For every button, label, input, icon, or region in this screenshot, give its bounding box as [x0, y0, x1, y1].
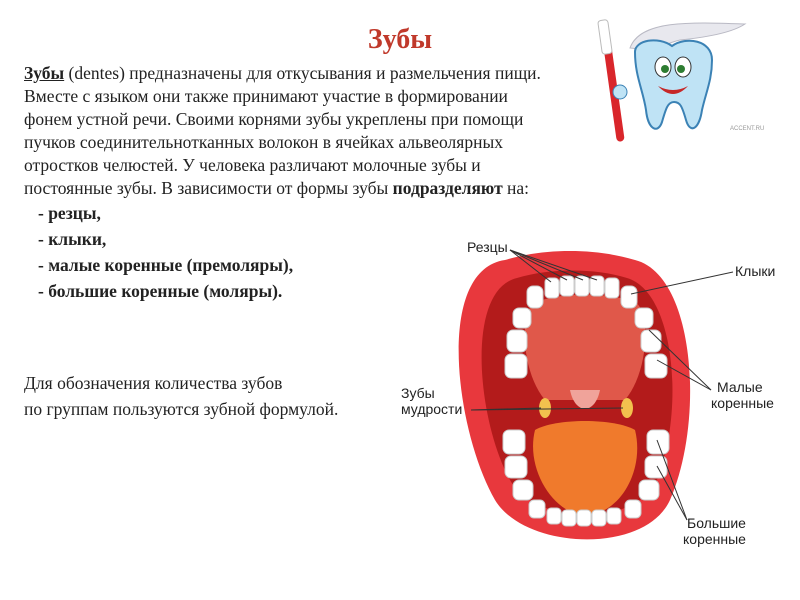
label-wisdom-line1: Зубы [401, 385, 435, 401]
mascot-right-pupil [677, 65, 685, 73]
mascot-left-pupil [661, 65, 669, 73]
list-item: - резцы, [38, 203, 101, 223]
mouth-anatomy-diagram [395, 230, 795, 560]
term-teeth: Зубы [24, 63, 65, 83]
list-item: - малые коренные (премоляры), [38, 255, 294, 275]
mascot-hand [613, 85, 627, 99]
label-incisors: Резцы [467, 239, 508, 255]
mascot-watermark: ACCENT.RU [730, 126, 765, 132]
toothbrush-bristles [598, 19, 613, 54]
intro-emphasis: подразделяют [392, 178, 503, 198]
list-item: - клыки, [38, 229, 107, 249]
label-premolars-line1: Малые [717, 379, 763, 395]
tooth-body [635, 40, 712, 128]
label-wisdom-line2: мудрости [401, 401, 463, 417]
page-title: Зубы [367, 24, 433, 55]
formula-note-line2: по группам пользуются зубной формулой. [24, 399, 339, 419]
list-item: - большие коренные (моляры). [38, 281, 283, 301]
label-premolars-line2: коренные [711, 395, 774, 411]
label-molars-line2: коренные [683, 531, 746, 547]
formula-note [24, 370, 404, 422]
formula-note-line1: Для обозначения количества зубов [24, 373, 283, 393]
intro-text-1: (dentes) предназначены для откусывания и размельчения пищи. Вместе с языком они также принимают участие в формировании фонем устной речи. Своими корнями зубы укреплены при помощи пучков соединительнотканных волокон в ячейках альвеолярных отростков челюстей. У человека различают молочные зубы и постоянные зубы. В зависимости от формы зубы [24, 63, 541, 198]
intro-text-2: на: [502, 178, 530, 198]
palate [525, 295, 645, 401]
label-molars-line1: Большие [687, 515, 746, 531]
tooth-mascot-illustration [580, 10, 765, 145]
label-canines: Клыки [735, 263, 776, 279]
